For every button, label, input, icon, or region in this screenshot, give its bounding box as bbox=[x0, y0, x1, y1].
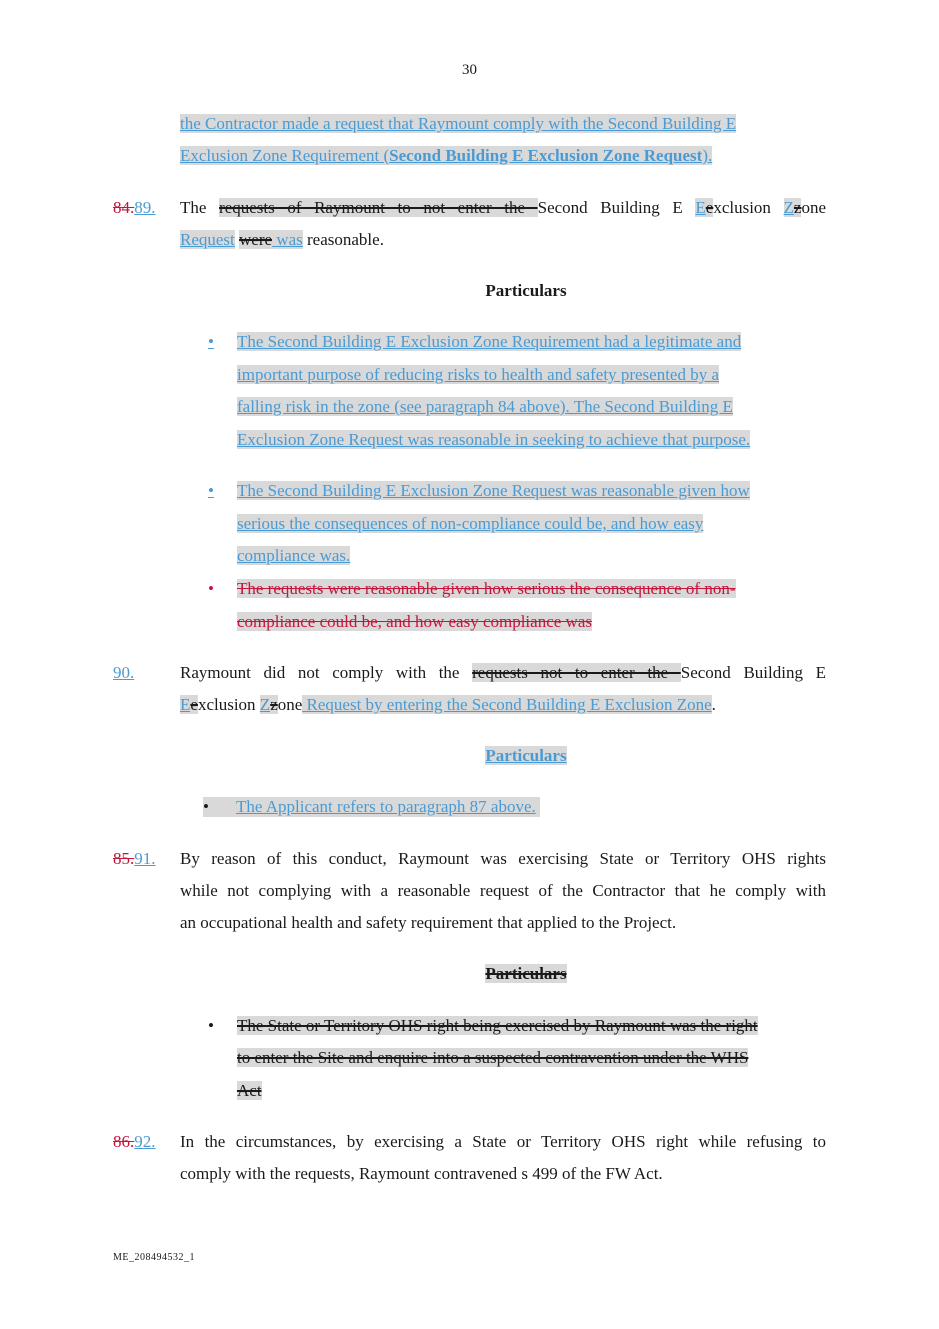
para-89-line-1 bbox=[180, 198, 826, 218]
deleted-number: 85. bbox=[113, 849, 135, 868]
p3-bullet-1-line-2 bbox=[237, 1048, 748, 1068]
particulars-heading-2 bbox=[0, 746, 939, 766]
deleted-text: e bbox=[705, 198, 714, 217]
inserted-number: 90. bbox=[113, 663, 135, 682]
text: Second Building E bbox=[537, 198, 696, 217]
deleted-text: The State or Territory OHS right being exercised by Raymount was the right bbox=[237, 1016, 758, 1035]
deleted-text: compliance could be, and how easy compliance was bbox=[237, 612, 592, 631]
para-89-line-2 bbox=[180, 230, 384, 250]
inserted-text: falling risk in the zone (see paragraph 84 above). The Second Building E bbox=[237, 397, 733, 416]
para-91-number bbox=[113, 849, 156, 869]
p1-bullet-1-line-4 bbox=[237, 430, 750, 450]
deleted-text: The requests were reasonable given how serious the consequence of non- bbox=[237, 579, 736, 598]
para-cont-line-2 bbox=[180, 146, 712, 166]
para-89-number bbox=[113, 198, 156, 218]
document-reference-footer: ME_208494532_1 bbox=[113, 1252, 195, 1263]
para-90-number bbox=[113, 663, 134, 683]
para-90-line-2 bbox=[180, 695, 716, 715]
text: The bbox=[180, 198, 220, 217]
inserted-text: serious the consequences of non-compliance could be, and how easy bbox=[237, 514, 704, 533]
p3-bullet-1-line-1 bbox=[237, 1016, 758, 1036]
para-92-line-1: In the circumstances, by exercising a State or Territory OHS right while refusing to bbox=[180, 1132, 826, 1151]
text: . bbox=[711, 695, 716, 714]
text: reasonable. bbox=[302, 230, 384, 249]
inserted-text: was bbox=[272, 230, 303, 249]
inserted-text: Z bbox=[259, 695, 271, 714]
para-91-line-3: an occupational health and safety requirement that applied to the Project. bbox=[180, 913, 677, 932]
text: one bbox=[801, 198, 827, 217]
deleted-text: were bbox=[239, 230, 273, 249]
text: one bbox=[277, 695, 303, 714]
p1-bullet-1-line-1 bbox=[237, 332, 741, 352]
page-number: 30 bbox=[462, 62, 477, 78]
inserted-number: 89. bbox=[134, 198, 156, 217]
p2-bullet-1 bbox=[203, 797, 540, 817]
para-92-number bbox=[113, 1132, 156, 1152]
p1-bullet-3-line-2 bbox=[237, 612, 592, 632]
bullet-marker: • bbox=[208, 1016, 214, 1035]
p1-bullet-1-line-2 bbox=[237, 365, 719, 385]
deleted-text: requests not to enter the bbox=[472, 663, 681, 682]
inserted-text: Exclusion Zone Request was reasonable in seeking to achieve that purpose. bbox=[237, 430, 751, 449]
bullet-marker: • bbox=[208, 481, 214, 500]
inserted-text: ). bbox=[702, 146, 713, 165]
inserted-number: 91. bbox=[134, 849, 156, 868]
deleted-text: Act bbox=[237, 1081, 262, 1100]
para-cont-line-1 bbox=[180, 114, 736, 134]
deleted-number: 84. bbox=[113, 198, 135, 217]
inserted-text: E bbox=[180, 695, 191, 714]
p3-bullet-1-line-3 bbox=[237, 1081, 262, 1101]
bullet-marker: • bbox=[208, 332, 214, 351]
deleted-text: Particulars bbox=[485, 964, 567, 983]
inserted-text: compliance was. bbox=[237, 546, 351, 565]
deleted-text: to enter the Site and enquire into a suspected contravention under the WHS bbox=[237, 1048, 749, 1067]
particulars-heading-3 bbox=[0, 964, 939, 984]
para-92-line-2: comply with the requests, Raymount contravened s 499 of the FW Act. bbox=[180, 1164, 663, 1183]
p1-bullet-2-line-1 bbox=[237, 481, 750, 501]
text: xclusion bbox=[713, 198, 784, 217]
inserted-text: the Contractor made a request that Raymount comply with the Second Building E bbox=[180, 114, 737, 133]
inserted-text: The Second Building E Exclusion Zone Request was reasonable given how bbox=[237, 481, 750, 500]
deleted-text: z bbox=[270, 695, 278, 714]
deleted-text: e bbox=[190, 695, 198, 714]
p1-bullet-1-line-3 bbox=[237, 397, 733, 417]
inserted-text: Z bbox=[783, 198, 794, 217]
text: Raymount did not comply with the bbox=[180, 663, 473, 682]
text: xclusion bbox=[197, 695, 260, 714]
bullet-marker: • bbox=[203, 797, 209, 816]
inserted-text: Particulars bbox=[485, 746, 567, 765]
particulars-heading-1: Particulars bbox=[485, 281, 567, 300]
para-91-line-1: By reason of this conduct, Raymount was exercising State or Territory OHS rights bbox=[180, 849, 826, 868]
p1-bullet-2-line-2 bbox=[237, 514, 703, 534]
inserted-text: important purpose of reducing risks to health and safety presented by a bbox=[237, 365, 720, 384]
p1-bullet-3-line-1 bbox=[237, 579, 736, 599]
para-91-line-2: while not complying with a reasonable request of the Contractor that he comply with bbox=[180, 881, 826, 900]
inserted-number: 92. bbox=[134, 1132, 156, 1151]
deleted-text: z bbox=[793, 198, 802, 217]
inserted-text: The Applicant refers to paragraph 87 above. bbox=[236, 797, 536, 816]
inserted-text: The Second Building E Exclusion Zone Requirement had a legitimate and bbox=[237, 332, 742, 351]
deleted-text: requests of Raymount to not enter the bbox=[219, 198, 538, 217]
inserted-text: Request bbox=[180, 230, 235, 249]
inserted-text: E bbox=[695, 198, 706, 217]
para-90-line-1 bbox=[180, 663, 826, 683]
text: Second Building E bbox=[680, 663, 826, 682]
bullet-marker: • bbox=[208, 579, 214, 598]
defined-term: Second Building E Exclusion Zone Request bbox=[389, 146, 703, 165]
p1-bullet-2-line-3 bbox=[237, 546, 350, 566]
deleted-number: 86. bbox=[113, 1132, 135, 1151]
inserted-text: Exclusion Zone Requirement ( bbox=[180, 146, 390, 165]
inserted-text: Request by entering the Second Building E Exclusion Zone bbox=[302, 695, 712, 714]
